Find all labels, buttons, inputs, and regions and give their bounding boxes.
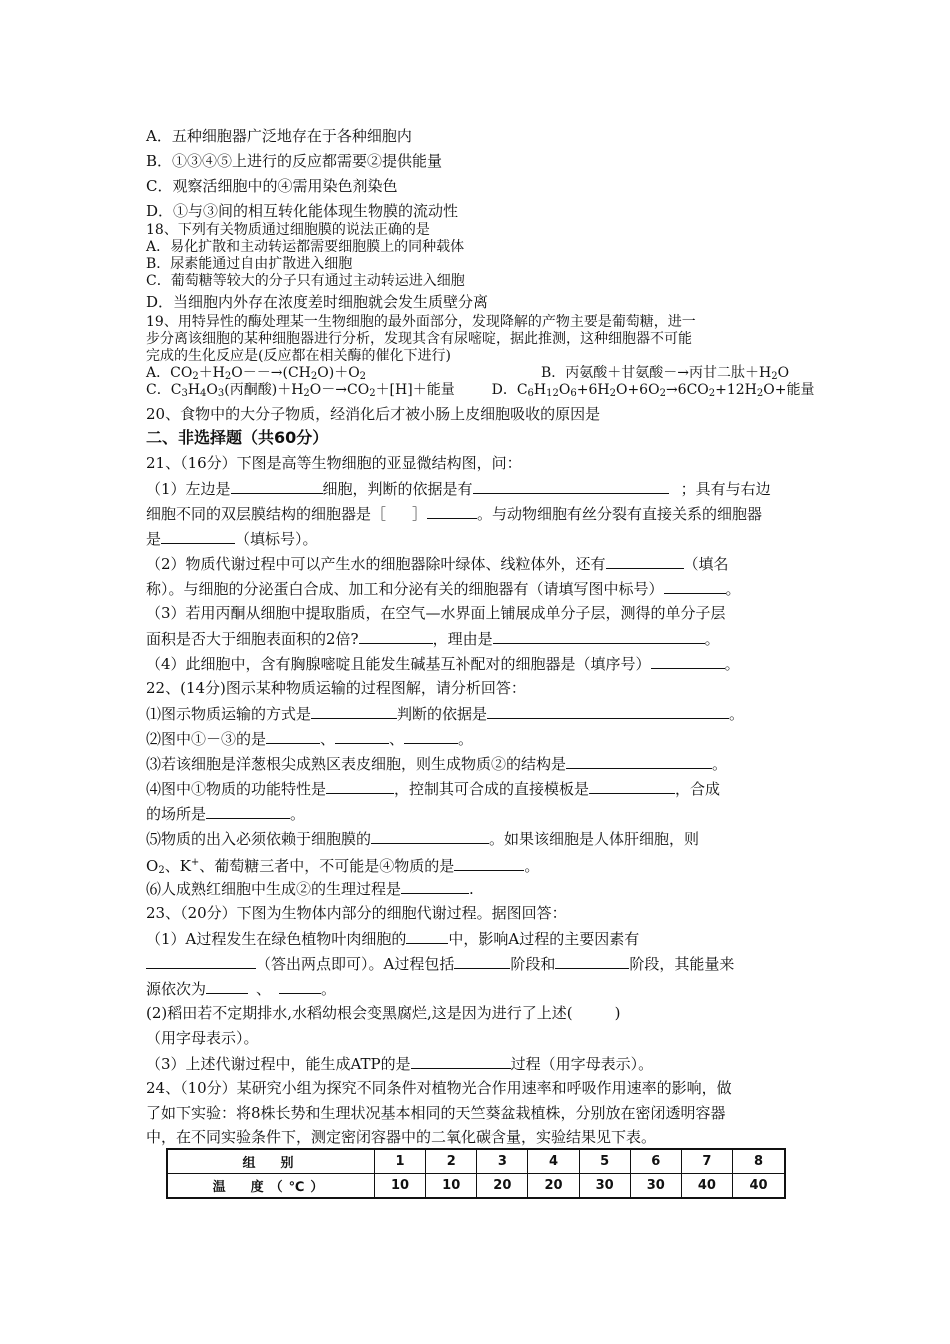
answer-blank[interactable] (589, 778, 675, 794)
answer-blank[interactable] (404, 728, 458, 744)
q22-part4-line1: ⑷图中①物质的功能特性是 ，控制其可合成的直接模板是 ，合成 (146, 780, 721, 798)
answer-blank[interactable] (606, 553, 684, 569)
q18-stem: 18、下列有关物质通过细胞膜的说法正确的是 (146, 222, 430, 238)
answer-blank[interactable] (206, 803, 290, 819)
table-cell: 20 (528, 1174, 579, 1199)
answer-blank[interactable] (411, 1053, 511, 1069)
q24-line2: 了如下实验：将8株长势和生理状况基本相同的天竺葵盆栽植株，分别放在密闭透明容器 (146, 1104, 726, 1122)
q19-option-a: A．$CO_2+H_2O--\to(CH_2O)+O_2$ (146, 365, 367, 382)
q21-part2-line1: （2）物质代谢过程中可以产生水的细胞器除叶绿体、线粒体外，还有 （填名 (146, 555, 729, 573)
table-row-group (167, 1149, 785, 1174)
q18-option-a: A．易化扩散和主动转运都需要细胞膜上的同种载体 (146, 239, 465, 255)
table-cell: 10 (426, 1174, 477, 1199)
table-cell: 40 (732, 1174, 785, 1199)
q24-line1: 24、（10分）某研究小组为探究不同条件对植物光合作用速率和呼吸作用速率的影响，做 (146, 1079, 732, 1097)
answer-blank[interactable] (335, 728, 389, 744)
q23-part1-line2: （答出两点即可）。A过程包括 阶段和 阶段，其能量来 (146, 953, 734, 974)
answer-blank[interactable] (555, 953, 629, 969)
q18-option-b: B．尿素能通过自由扩散进入细胞 (146, 256, 353, 272)
q21-part3-line1: （3）若用丙酮从细胞中提取脂质，在空气—水界面上铺展成单分子层，测得的单分子层 (146, 604, 726, 622)
q19-stem-line3: 完成的生化反应是(反应都在相关酶的催化下进行) (146, 348, 451, 364)
answer-blank[interactable] (487, 703, 729, 719)
q23-part3: （3）上述代谢过程中，能生成ATP的是 过程（用字母表示）。 (146, 1055, 654, 1073)
q22-part5-line1: ⑸物质的出入必须依赖于细胞膜的 。如果该细胞是人体肝细胞，则 (146, 830, 700, 848)
answer-blank[interactable] (161, 528, 235, 544)
table-cell: 20 (477, 1174, 528, 1199)
answer-blank[interactable] (454, 855, 524, 871)
table-cell: 2 (426, 1149, 477, 1174)
q19-options-cd (146, 382, 815, 402)
answer-blank[interactable] (146, 953, 256, 969)
answer-blank[interactable] (566, 753, 712, 769)
q19-option-c: C．$C_3H_4O_3$(丙酮酸)$+H_2O-\to CO_2+[H]+$能量 (146, 382, 455, 399)
table-cell: 7 (681, 1149, 732, 1174)
q22-part4-line2: 的场所是 。 (146, 805, 306, 823)
q17-option-a: A．五种细胞器广泛地存在于各种细胞内 (146, 127, 412, 145)
section-2-heading: 二、非选择题（共60分） (146, 428, 329, 447)
table-cell: 4 (528, 1149, 579, 1174)
table-cell: 30 (630, 1174, 681, 1199)
answer-blank[interactable] (206, 978, 248, 994)
q23-part1-line1: （1）A过程发生在绿色植物叶肉细胞的 中，影响A过程的主要因素有 (146, 930, 640, 948)
q23-part2-line1: (2)稻田若不定期排水,水稻幼根会变黑腐烂,这是因为进行了上述( ) (146, 1004, 621, 1022)
q23-part1-line3: 源依次为 、 。 (146, 980, 337, 998)
q21-part4: （4）此细胞中，含有胸腺嘧啶且能发生碱基互补配对的细胞器是（填序号） 。 (146, 655, 740, 673)
q24-line3: 中，在不同实验条件下，测定密闭容器中的二氧化碳含量，实验结果见下表。 (146, 1128, 657, 1146)
answer-blank[interactable] (651, 653, 725, 669)
q21-part1-line2: 细胞不同的双层膜结构的细胞器是［ ］ 。与动物细胞有丝分裂有直接关系的细胞器 (146, 505, 763, 523)
table-cell: 3 (477, 1149, 528, 1174)
answer-blank[interactable] (427, 503, 477, 519)
q17-option-d: D．①与③间的相互转化能体现生物膜的流动性 (146, 202, 459, 220)
q23-stem: 23、（20分）下图为生物体内部分的细胞代谢过程。据图回答： (146, 904, 567, 922)
table-cell: 40 (681, 1174, 732, 1199)
q19-stem-line1: 19、用特异性的酶处理某一生物细胞的最外面部分，发现降解的产物主要是葡萄糖，进一 (146, 314, 696, 330)
q21-part2-line2: 称）。与细胞的分泌蛋白合成、加工和分泌有关的细胞器有（请填写图中标号） 。 (146, 580, 741, 598)
table-cell: 1 (375, 1149, 426, 1174)
answer-blank[interactable] (231, 478, 323, 494)
q22-stem: 22、(14分)图示某种物质运输的过程图解，请分析回答： (146, 679, 526, 697)
q17-option-c: C．观察活细胞中的④需用染色剂染色 (146, 177, 398, 195)
answer-blank[interactable] (473, 478, 669, 494)
experiment-table (166, 1148, 786, 1199)
q19-option-b: B．丙氨酸＋甘氨酸－→丙甘二肽$+H_2O$ (540, 365, 790, 382)
table-row-temperature (167, 1174, 785, 1199)
q22-part5-line2: $O_2$、K+、葡萄糖三者中，不可能是④物质的是 。 (146, 857, 540, 876)
q21-stem: 21、（16分）下图是高等生物细胞的亚显微结构图，问： (146, 454, 522, 472)
q22-part1: ⑴图示物质运输的方式是 判断的依据是 。 (146, 705, 745, 723)
q17-option-b: B．①③④⑤上进行的反应都需要②提供能量 (146, 152, 443, 170)
q22-part6: ⑹人成熟红细胞中生成②的生理过程是 . (146, 880, 474, 898)
q22-part2: ⑵图中①－③的是 、 、 。 (146, 730, 474, 748)
answer-blank[interactable] (454, 953, 510, 969)
answer-blank[interactable] (493, 628, 705, 644)
q20-stem: 20、食物中的大分子物质，经消化后才被小肠上皮细胞吸收的原因是 (146, 405, 601, 423)
answer-blank[interactable] (664, 578, 726, 594)
table-cell: 5 (579, 1149, 630, 1174)
answer-blank[interactable] (401, 878, 469, 894)
answer-blank[interactable] (279, 978, 321, 994)
answer-blank[interactable] (326, 778, 394, 794)
table-header-temperature: 温 度（℃） (167, 1174, 375, 1199)
table-cell: 10 (375, 1174, 426, 1199)
answer-blank[interactable] (266, 728, 320, 744)
table-cell: 30 (579, 1174, 630, 1199)
answer-blank[interactable] (406, 928, 448, 944)
answer-blank[interactable] (371, 828, 489, 844)
answer-blank[interactable] (311, 703, 397, 719)
table-cell: 8 (732, 1149, 785, 1174)
q18-option-d: D．当细胞内外存在浓度差时细胞就会发生质壁分离 (146, 293, 489, 311)
q22-part3: ⑶若该细胞是洋葱根尖成熟区表皮细胞，则生成物质②的结构是 。 (146, 755, 728, 773)
q23-part2-line2: （用字母表示）。 (146, 1029, 259, 1047)
q19-option-d: D．$C_6H_{12}O_6+6H_2O+6O_2\to 6CO_2+12H_2O+$能量 (491, 382, 815, 399)
q21-part3-line2: 面积是否大于细胞表面积的2倍? ，理由是 。 (146, 630, 720, 648)
q18-option-c: C．葡萄糖等较大的分子只有通过主动转运进入细胞 (146, 273, 465, 289)
table-header-group: 组 别 (167, 1149, 375, 1174)
table-cell: 6 (630, 1149, 681, 1174)
answer-blank[interactable] (359, 628, 433, 644)
q21-part1-line1: （1）左边是 细胞，判断的依据是有 ；具有与右边 (146, 480, 771, 498)
q19-stem-line2: 步分离该细胞的某种细胞器进行分析，发现其含有尿嘧啶，据此推测，这种细胞器不可能 (146, 331, 692, 347)
q21-part1-line3: 是 （填标号）。 (146, 530, 318, 548)
